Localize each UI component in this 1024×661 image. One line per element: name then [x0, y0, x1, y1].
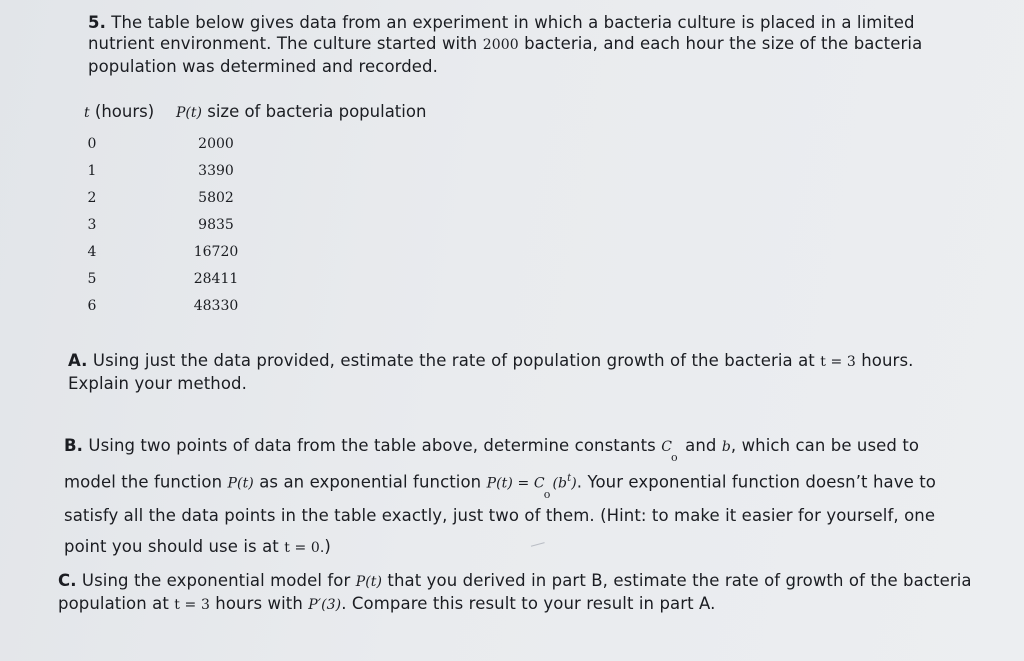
part-c-text-2: that you derived in part B, estimate the rate of growth of the bacteria population at	[58, 571, 972, 613]
cell-p: 9835	[198, 216, 234, 233]
intro-text-2: bacteria, and each hour the size of the bacteria population was determined and recorded.	[88, 34, 923, 76]
part-c-question	[58, 570, 978, 616]
exp-model-base: (b	[552, 475, 568, 492]
cell-t: 5	[87, 270, 97, 287]
part-c-text-4: . Compare this result to your result in part A.	[341, 594, 716, 613]
part-c-t-value: t = 3	[174, 597, 210, 613]
cell-p: 28411	[193, 270, 239, 287]
cell-p: 16720	[193, 243, 239, 260]
part-b-text-4: as an exponential function	[253, 472, 487, 492]
problem-intro	[88, 12, 948, 77]
cell-t: 2	[87, 189, 97, 206]
cell-t: 4	[87, 243, 97, 260]
function-p: P(t)	[227, 475, 254, 492]
part-c-text-1: Using the exponential model for	[76, 571, 356, 590]
cell-t: 6	[87, 297, 97, 314]
cell-p: 2000	[198, 135, 234, 152]
cell-p: 5802	[198, 189, 234, 206]
problem-number: 5.	[88, 13, 106, 32]
cell-t: 3	[87, 216, 97, 233]
part-b-question	[64, 430, 964, 564]
table-row	[84, 292, 504, 319]
header-t-unit: (hours)	[89, 102, 155, 121]
exp-model-lhs: P(t) = C	[486, 475, 545, 492]
part-a-text-1: Using just the data provided, estimate the rate of population growth of the bacteria at	[87, 351, 821, 370]
header-p-var: P(t)	[176, 105, 202, 121]
part-b-text-5: . Your exponential function doesn’t have to satisfy all the data points in the table exactly, just two of them. (Hint: to make it easier for yourself, one point you should use is at	[64, 472, 936, 556]
part-b-text-6: )	[324, 536, 331, 556]
exp-model-exponent: t	[567, 473, 572, 484]
table-row	[84, 130, 504, 157]
part-c-text-3: hours with	[209, 594, 309, 613]
part-b-text-2: and	[679, 436, 722, 455]
table-row	[84, 211, 504, 238]
bacteria-data-table	[84, 102, 504, 319]
table-row	[84, 238, 504, 265]
table-row	[84, 157, 504, 184]
cell-p: 48330	[193, 297, 239, 314]
header-p-text: size of bacteria population	[201, 102, 427, 121]
part-b-text-3: , which can be used to model the function	[64, 436, 920, 492]
header-p	[176, 102, 496, 130]
exp-model-close: )	[571, 475, 577, 492]
table-header	[84, 102, 504, 130]
part-b-label: B.	[64, 436, 84, 455]
part-a-text-2: hours. Explain your method.	[68, 351, 914, 393]
table-row	[84, 265, 504, 292]
exp-model-sub: o	[543, 487, 551, 501]
part-c-function-p: P(t)	[355, 574, 383, 590]
constant-c-var: C	[661, 439, 673, 455]
constant-b-var: b	[721, 439, 731, 455]
part-a-t-value: t = 3	[820, 354, 856, 370]
part-c-label: C.	[58, 571, 77, 590]
header-t-var: t	[84, 105, 90, 121]
part-b-t0: t = 0.	[284, 539, 325, 556]
cell-p: 3390	[198, 162, 234, 179]
table-row	[84, 184, 504, 211]
derivative-p-prime: P′(3)	[308, 597, 342, 613]
constant-c-sub: o	[671, 451, 678, 464]
intro-text-1: The table below gives data from an experiment in which a bacteria culture is placed in a limited nutrient environment. The culture started with	[88, 13, 915, 53]
header-t	[84, 102, 176, 130]
cell-t: 0	[87, 135, 97, 152]
intro-start-count: 2000	[482, 37, 519, 53]
cell-t: 1	[87, 162, 97, 179]
part-b-text-1: Using two points of data from the table above, determine constants	[83, 436, 662, 455]
part-a-label: A.	[68, 351, 88, 370]
part-a-question	[68, 350, 968, 394]
